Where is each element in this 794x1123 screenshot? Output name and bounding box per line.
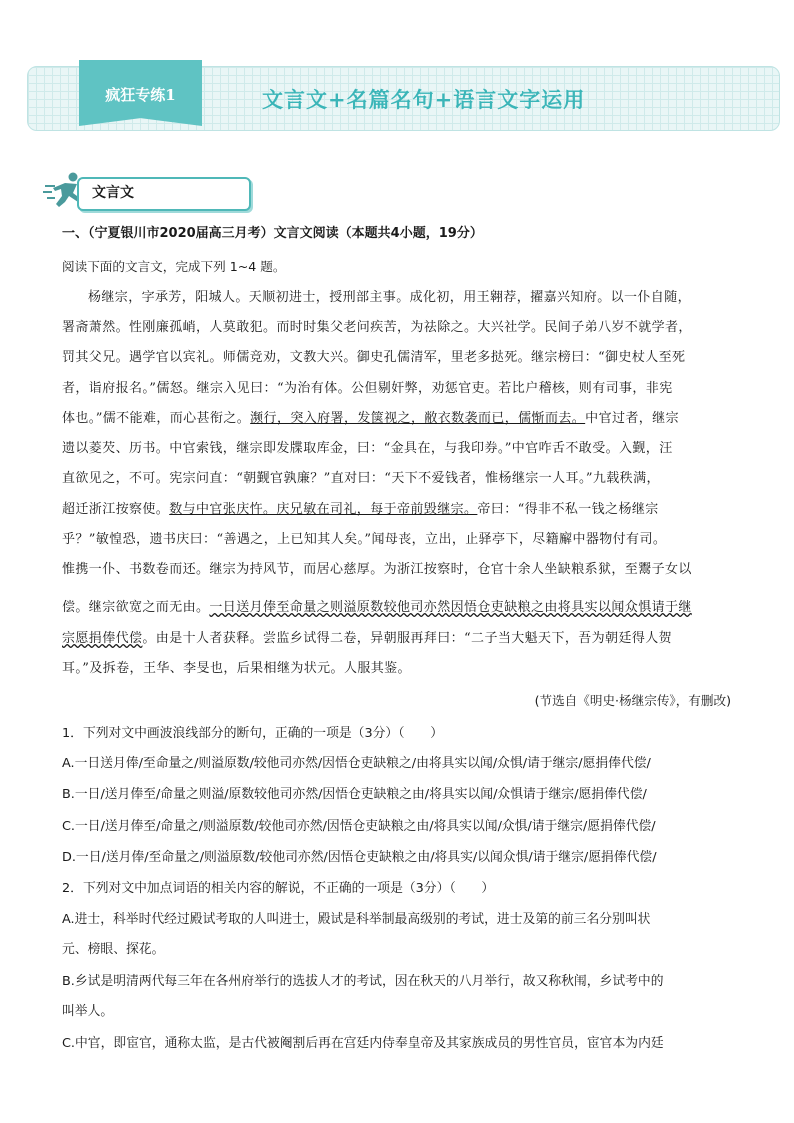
- passage-text: 。由是十人者获释。尝监乡试得二卷，异朝服再拜曰：“二子当大魁天下，吾为朝廷得人贺: [142, 631, 673, 646]
- passage-line-11: [62, 596, 692, 615]
- passage-line-2: 署斋萧然。性刚廉孤峭，人莫敢犯。而时时集父老问疾苦，为祛除之。大兴社学。民间子弟八岁不就学者，: [62, 320, 692, 335]
- passage-line-9: 乎？”敏惶恐，遗书庆曰：“善遇之，上已知其人矣。”闻母丧，立出，止驿亭下，尽籍廨中器物付有司。: [62, 532, 667, 547]
- underlined-sentence-1: 濒行，突入府署，发箧视之，敝衣数袭而已，儒惭而去。: [250, 411, 586, 426]
- q2-option-a-line-1[interactable]: A.进士，科举时代经过殿试考取的人叫进士，殿试是科举制最高级别的考试，进士及第的前三名分别叫状: [62, 912, 651, 927]
- passage-text: 超迁浙江按察使。: [62, 502, 170, 517]
- question-title: 一、（宁夏银川市2020届高三月考）文言文阅读（本题共4小题，19分）: [62, 226, 483, 241]
- q1-option-a[interactable]: A.一日送月俸/至命量之/则溢原数/较他司亦然/因悟仓吏缺粮之/由将具实以闻/众惧/请于继宗/愿捐俸代偿/: [62, 756, 651, 771]
- q1-option-b[interactable]: B.一日/送月俸至/命量之则溢/原数较他司亦然/因悟仓吏缺粮之由/将具实以闻/众惧请于继宗/愿捐俸代偿/: [62, 787, 647, 802]
- passage-line-6: 遗以菱芡、历书。中官索钱，继宗即发牒取库金，曰：“金具在，与我印券。”中官咋舌不敢受。入觐，汪: [62, 441, 673, 456]
- q2-option-b-line-1[interactable]: B.乡试是明清两代每三年在各州府举行的选拔人才的考试，因在秋天的八月举行，故又称秋闱，乡试考中的: [62, 974, 664, 989]
- page-title: 文言文+名篇名句+语言文字运用: [262, 87, 586, 112]
- q1-stem: 1．下列对文中画波浪线部分的断句，正确的一项是（3分）（ ）: [62, 726, 443, 741]
- q1-option-d[interactable]: D.一日/送月俸/至命量之/则溢原数/较他司亦然/因悟仓吏缺粮之由/将具实/以闻众惧/请于继宗/愿捐俸代偿/: [62, 850, 657, 865]
- q2-option-b-line-2[interactable]: 叫举人。: [62, 1004, 114, 1019]
- q1-option-c[interactable]: C.一日/送月俸至/命量之/则溢原数/较他司亦然/因悟仓吏缺粮之由/将具实以闻/众惧/请于继宗/愿捐俸代偿/: [62, 819, 656, 834]
- passage-text: 偿。继宗欲宽之而无由。: [62, 600, 210, 615]
- q2-option-a-line-2[interactable]: 元、榜眼、探花。: [62, 942, 165, 957]
- passage-line-7: 直欲见之，不可。宪宗问直：“朝觐官孰廉？”直对曰：“天下不爱钱者，惟杨继宗一人耳。”九载秩满，: [62, 471, 660, 486]
- passage-text: 体也。”儒不能难，而心甚衔之。: [62, 411, 251, 426]
- passage-line-10: 惟携一仆、书数卷而还。继宗为持风节，而居心慈厚。为浙江按察时，仓官十余人坐缺粮系狱，至鬻子女以: [62, 562, 692, 577]
- underlined-sentence-2: 数与中官张庆忤。庆兄敏在司礼，每于帝前毁继宗。: [169, 502, 478, 517]
- instruction-text: 阅读下面的文言文，完成下列 1~4 题。: [62, 259, 286, 274]
- q2-option-c-line-1[interactable]: C.中官，即宦官，通称太监，是古代被阉割后再在宫廷内侍奉皇帝及其家族成员的男性官员，宦官本为内廷: [62, 1036, 664, 1051]
- passage-line-8: [62, 498, 659, 517]
- passage-line-12: [62, 627, 672, 646]
- header-tag: 疯狂专练1: [105, 86, 176, 104]
- source-note: (节选自《明史·杨继宗传》，有删改): [534, 693, 731, 708]
- passage-line-3: 罚其父兄。遇学官以宾礼。师儒竞劝，文教大兴。御史孔儒清军，里老多挞死。继宗榜曰：“御史杖人至死: [62, 350, 686, 365]
- q2-stem: 2．下列对文中加点词语的相关内容的解说，不正确的一项是（3分）（ ）: [62, 881, 495, 896]
- wavy-underlined-text: 宗愿捐俸代偿: [62, 631, 143, 646]
- passage-text: 中官过者，继宗: [585, 411, 679, 426]
- passage-text: 帝曰：“得非不私一钱之杨继宗: [477, 502, 659, 517]
- wavy-underlined-text: 一日送月俸至命量之则溢原数较他司亦然因悟仓吏缺粮之由将具实以闻众惧请于继: [209, 600, 692, 615]
- passage-line-1: 杨继宗，字承芳，阳城人。天顺初进士，授刑部主事。成化初，用王翱荐，擢嘉兴知府。以一仆自随，: [88, 290, 692, 305]
- passage-line-4: 者，诣府报名。”儒怒。继宗入见曰：“为治有体。公但剔奸弊，劝惩官吏。若比户稽核，则有司事，非宪: [62, 381, 673, 396]
- passage-line-13: 耳。”及拆卷，王华、李旻也，后果相继为状元。人服其鉴。: [62, 661, 411, 676]
- passage-line-5: [62, 407, 679, 426]
- section-label: 文言文: [92, 185, 134, 201]
